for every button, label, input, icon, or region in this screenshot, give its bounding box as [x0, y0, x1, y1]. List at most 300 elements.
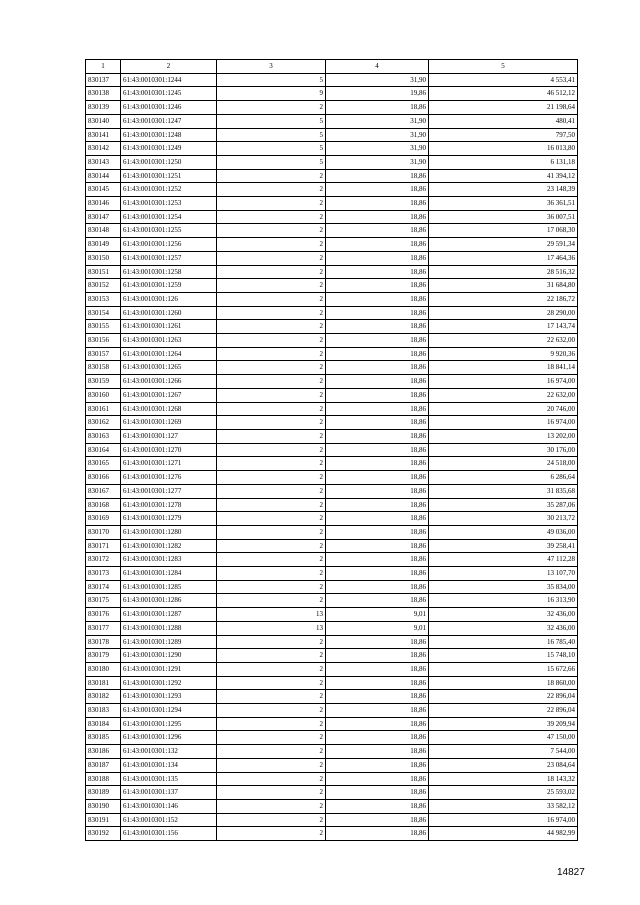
- table-row: [86, 155, 578, 169]
- table-cell-col-5: 32 436,00: [429, 621, 578, 635]
- table-cell-col-2: 61:43:0010301:1296: [121, 731, 217, 745]
- table-cell-col-5: 16 785,40: [429, 635, 578, 649]
- table-cell-col-5: 23 148,39: [429, 183, 578, 197]
- table-cell-col-2: 61:43:0010301:1277: [121, 484, 217, 498]
- table-cell-col-1: 830155: [86, 320, 121, 334]
- table-row: [86, 429, 578, 443]
- table-cell-col-3: 5: [217, 128, 326, 142]
- table-row: [86, 635, 578, 649]
- table-cell-col-1: 830140: [86, 114, 121, 128]
- table-cell-col-4: 18,86: [326, 429, 429, 443]
- table-cell-col-4: 18,86: [326, 731, 429, 745]
- table-cell-col-3: 2: [217, 265, 326, 279]
- table-cell-col-5: 29 591,34: [429, 238, 578, 252]
- page-number: 14827: [557, 867, 585, 878]
- table-cell-col-1: 830191: [86, 813, 121, 827]
- table-cell-col-4: 18,86: [326, 265, 429, 279]
- table-cell-col-5: 18 841,14: [429, 361, 578, 375]
- table-cell-col-3: 2: [217, 635, 326, 649]
- table-cell-col-4: 19,86: [326, 87, 429, 101]
- table-row: [86, 649, 578, 663]
- table-cell-col-4: 18,86: [326, 649, 429, 663]
- table-cell-col-3: 2: [217, 197, 326, 211]
- table-row: [86, 73, 578, 87]
- table-cell-col-1: 830170: [86, 525, 121, 539]
- table-cell-col-5: 30 176,00: [429, 443, 578, 457]
- table-cell-col-5: 16 974,00: [429, 813, 578, 827]
- table-cell-col-1: 830164: [86, 443, 121, 457]
- table-cell-col-2: 61:43:0010301:1279: [121, 512, 217, 526]
- table-row: [86, 539, 578, 553]
- table-cell-col-4: 31,90: [326, 155, 429, 169]
- table-row: [86, 799, 578, 813]
- column-header-1: 1: [86, 60, 121, 74]
- table-cell-col-3: 2: [217, 320, 326, 334]
- table-cell-col-4: 18,86: [326, 320, 429, 334]
- table-cell-col-3: 2: [217, 580, 326, 594]
- table-cell-col-5: 31 684,80: [429, 279, 578, 293]
- table-cell-col-4: 18,86: [326, 758, 429, 772]
- table-cell-col-1: 830173: [86, 567, 121, 581]
- table-cell-col-1: 830174: [86, 580, 121, 594]
- table-row: [86, 443, 578, 457]
- table-cell-col-5: 39 209,94: [429, 717, 578, 731]
- table-row: [86, 402, 578, 416]
- table-cell-col-3: 2: [217, 210, 326, 224]
- table-cell-col-5: 33 582,12: [429, 799, 578, 813]
- table-cell-col-2: 61:43:0010301:1276: [121, 471, 217, 485]
- table-body: [86, 73, 578, 840]
- table-cell-col-1: 830146: [86, 197, 121, 211]
- table-cell-col-3: 2: [217, 238, 326, 252]
- table-cell-col-2: 61:43:0010301:1271: [121, 457, 217, 471]
- table-cell-col-1: 830162: [86, 416, 121, 430]
- table-cell-col-2: 61:43:0010301:1249: [121, 142, 217, 156]
- table-row: [86, 101, 578, 115]
- table-cell-col-5: 480,41: [429, 114, 578, 128]
- table-cell-col-1: 830190: [86, 799, 121, 813]
- table-cell-col-4: 18,86: [326, 567, 429, 581]
- table-cell-col-3: 5: [217, 142, 326, 156]
- table-cell-col-4: 18,86: [326, 690, 429, 704]
- table-cell-col-4: 18,86: [326, 512, 429, 526]
- table-cell-col-4: 18,86: [326, 484, 429, 498]
- table-cell-col-3: 2: [217, 429, 326, 443]
- table-cell-col-4: 18,86: [326, 402, 429, 416]
- table-cell-col-5: 22 632,00: [429, 334, 578, 348]
- table-cell-col-4: 9,01: [326, 621, 429, 635]
- table-row: [86, 484, 578, 498]
- table-row: [86, 704, 578, 718]
- table-cell-col-1: 830158: [86, 361, 121, 375]
- table-cell-col-3: 2: [217, 361, 326, 375]
- table-cell-col-3: 2: [217, 662, 326, 676]
- table-cell-col-5: 9 920,36: [429, 347, 578, 361]
- table-row: [86, 265, 578, 279]
- table-row: [86, 238, 578, 252]
- table-row: [86, 334, 578, 348]
- table-row: [86, 292, 578, 306]
- table-cell-col-1: 830161: [86, 402, 121, 416]
- table-cell-col-2: 61:43:0010301:1250: [121, 155, 217, 169]
- table-cell-col-2: 61:43:0010301:1295: [121, 717, 217, 731]
- table-cell-col-4: 18,86: [326, 539, 429, 553]
- table-cell-col-1: 830152: [86, 279, 121, 293]
- table-cell-col-2: 61:43:0010301:126: [121, 292, 217, 306]
- table-cell-col-5: 797,50: [429, 128, 578, 142]
- table-cell-col-3: 2: [217, 279, 326, 293]
- table-cell-col-5: 35 834,00: [429, 580, 578, 594]
- table-cell-col-1: 830147: [86, 210, 121, 224]
- table-cell-col-4: 18,86: [326, 388, 429, 402]
- table-cell-col-4: 18,86: [326, 704, 429, 718]
- table-cell-col-4: 18,86: [326, 772, 429, 786]
- table-row: [86, 745, 578, 759]
- table-cell-col-3: 2: [217, 512, 326, 526]
- table-cell-col-2: 61:43:0010301:1255: [121, 224, 217, 238]
- table-cell-col-4: 18,86: [326, 197, 429, 211]
- table-row: [86, 567, 578, 581]
- table-cell-col-3: 2: [217, 772, 326, 786]
- table-cell-col-1: 830178: [86, 635, 121, 649]
- table-cell-col-3: 2: [217, 525, 326, 539]
- table-cell-col-4: 18,86: [326, 443, 429, 457]
- table-cell-col-5: 18 860,00: [429, 676, 578, 690]
- table-cell-col-3: 2: [217, 690, 326, 704]
- table-cell-col-5: 36 361,51: [429, 197, 578, 211]
- table-cell-col-2: 61:43:0010301:1292: [121, 676, 217, 690]
- table-cell-col-3: 2: [217, 375, 326, 389]
- table-row: [86, 251, 578, 265]
- table-cell-col-4: 18,86: [326, 416, 429, 430]
- table-cell-col-5: 6 286,64: [429, 471, 578, 485]
- table-cell-col-1: 830181: [86, 676, 121, 690]
- table-cell-col-2: 61:43:0010301:1283: [121, 553, 217, 567]
- table-cell-col-2: 61:43:0010301:1252: [121, 183, 217, 197]
- table-cell-col-5: 22 896,04: [429, 704, 578, 718]
- table-row: [86, 813, 578, 827]
- table-cell-col-3: 5: [217, 155, 326, 169]
- table-cell-col-1: 830137: [86, 73, 121, 87]
- table-cell-col-3: 2: [217, 388, 326, 402]
- table-cell-col-4: 18,86: [326, 525, 429, 539]
- table-row: [86, 525, 578, 539]
- table-row: [86, 87, 578, 101]
- table-cell-col-3: 2: [217, 347, 326, 361]
- table-cell-col-3: 2: [217, 457, 326, 471]
- table-row: [86, 320, 578, 334]
- table-cell-col-4: 18,86: [326, 498, 429, 512]
- table-cell-col-4: 18,86: [326, 210, 429, 224]
- table-row: [86, 471, 578, 485]
- table-cell-col-2: 61:43:0010301:1266: [121, 375, 217, 389]
- table-cell-col-3: 5: [217, 114, 326, 128]
- table-cell-col-2: 61:43:0010301:1287: [121, 608, 217, 622]
- table-cell-col-2: 61:43:0010301:127: [121, 429, 217, 443]
- table-cell-col-1: 830148: [86, 224, 121, 238]
- table-cell-col-1: 830186: [86, 745, 121, 759]
- table-cell-col-3: 13: [217, 608, 326, 622]
- table-cell-col-2: 61:43:0010301:1284: [121, 567, 217, 581]
- table-row: [86, 361, 578, 375]
- table-cell-col-4: 18,86: [326, 594, 429, 608]
- table-row: [86, 553, 578, 567]
- table-cell-col-5: 13 202,00: [429, 429, 578, 443]
- table-cell-col-3: 9: [217, 87, 326, 101]
- table-cell-col-4: 18,86: [326, 580, 429, 594]
- table-cell-col-4: 18,86: [326, 717, 429, 731]
- table-cell-col-4: 31,90: [326, 142, 429, 156]
- table-cell-col-1: 830138: [86, 87, 121, 101]
- table-cell-col-2: 61:43:0010301:1246: [121, 101, 217, 115]
- table-cell-col-4: 18,86: [326, 457, 429, 471]
- table-row: [86, 512, 578, 526]
- table-cell-col-4: 18,86: [326, 101, 429, 115]
- table-cell-col-1: 830153: [86, 292, 121, 306]
- table-cell-col-3: 2: [217, 799, 326, 813]
- table-cell-col-1: 830187: [86, 758, 121, 772]
- table-cell-col-1: 830141: [86, 128, 121, 142]
- table-cell-col-1: 830157: [86, 347, 121, 361]
- table-cell-col-1: 830188: [86, 772, 121, 786]
- table-cell-col-5: 44 982,99: [429, 827, 578, 841]
- table-row: [86, 114, 578, 128]
- table-cell-col-3: 2: [217, 306, 326, 320]
- table-row: [86, 498, 578, 512]
- table-cell-col-4: 18,86: [326, 224, 429, 238]
- table-cell-col-2: 61:43:0010301:1269: [121, 416, 217, 430]
- table-cell-col-5: 17 464,36: [429, 251, 578, 265]
- table-cell-col-2: 61:43:0010301:1244: [121, 73, 217, 87]
- table-cell-col-4: 18,86: [326, 662, 429, 676]
- table-cell-col-4: 9,01: [326, 608, 429, 622]
- table-cell-col-1: 830167: [86, 484, 121, 498]
- table-cell-col-3: 2: [217, 758, 326, 772]
- table-cell-col-5: 6 131,18: [429, 155, 578, 169]
- table-cell-col-5: 46 512,12: [429, 87, 578, 101]
- table-row: [86, 347, 578, 361]
- table-cell-col-3: 2: [217, 292, 326, 306]
- table-cell-col-2: 61:43:0010301:156: [121, 827, 217, 841]
- table-cell-col-3: 2: [217, 594, 326, 608]
- table-cell-col-2: 61:43:0010301:1289: [121, 635, 217, 649]
- table-cell-col-4: 31,90: [326, 114, 429, 128]
- table-cell-col-1: 830165: [86, 457, 121, 471]
- column-header-4: 4: [326, 60, 429, 74]
- table-cell-col-3: 2: [217, 183, 326, 197]
- table-cell-col-5: 35 287,06: [429, 498, 578, 512]
- table-row: [86, 772, 578, 786]
- table-cell-col-3: 2: [217, 567, 326, 581]
- table-cell-col-2: 61:43:0010301:1247: [121, 114, 217, 128]
- table-cell-col-3: 2: [217, 745, 326, 759]
- table-cell-col-2: 61:43:0010301:1256: [121, 238, 217, 252]
- table-cell-col-3: 2: [217, 704, 326, 718]
- table-cell-col-1: 830183: [86, 704, 121, 718]
- table-cell-col-5: 15 748,10: [429, 649, 578, 663]
- table-cell-col-2: 61:43:0010301:1257: [121, 251, 217, 265]
- table-row: [86, 142, 578, 156]
- table-row: [86, 594, 578, 608]
- table-cell-col-5: 25 593,02: [429, 786, 578, 800]
- table-cell-col-3: 13: [217, 621, 326, 635]
- table-row: [86, 786, 578, 800]
- table-cell-col-5: 18 143,32: [429, 772, 578, 786]
- table-row: [86, 197, 578, 211]
- table-row: [86, 580, 578, 594]
- table-cell-col-2: 61:43:0010301:1285: [121, 580, 217, 594]
- table-cell-col-3: 2: [217, 676, 326, 690]
- table-cell-col-2: 61:43:0010301:1288: [121, 621, 217, 635]
- table-cell-col-1: 830159: [86, 375, 121, 389]
- table-cell-col-1: 830156: [86, 334, 121, 348]
- table-row: [86, 827, 578, 841]
- table-cell-col-2: 61:43:0010301:1259: [121, 279, 217, 293]
- table-cell-col-2: 61:43:0010301:135: [121, 772, 217, 786]
- column-header-3: 3: [217, 60, 326, 74]
- table-row: [86, 621, 578, 635]
- table-cell-col-2: 61:43:0010301:1258: [121, 265, 217, 279]
- table-cell-col-2: 61:43:0010301:1260: [121, 306, 217, 320]
- table-cell-col-2: 61:43:0010301:1251: [121, 169, 217, 183]
- table-cell-col-1: 830184: [86, 717, 121, 731]
- table-cell-col-3: 2: [217, 484, 326, 498]
- table-cell-col-3: 2: [217, 731, 326, 745]
- table-cell-col-4: 18,86: [326, 375, 429, 389]
- table-cell-col-3: 2: [217, 786, 326, 800]
- table-cell-col-5: 22 632,00: [429, 388, 578, 402]
- table-cell-col-2: 61:43:0010301:146: [121, 799, 217, 813]
- table-cell-col-4: 18,86: [326, 306, 429, 320]
- table-cell-col-3: 2: [217, 416, 326, 430]
- table-cell-col-4: 18,86: [326, 813, 429, 827]
- table-cell-col-2: 61:43:0010301:134: [121, 758, 217, 772]
- table-cell-col-4: 31,90: [326, 73, 429, 87]
- table-cell-col-1: 830145: [86, 183, 121, 197]
- table-cell-col-5: 7 544,00: [429, 745, 578, 759]
- table-row: [86, 690, 578, 704]
- table-cell-col-5: 4 553,41: [429, 73, 578, 87]
- table-cell-col-1: 830150: [86, 251, 121, 265]
- table-cell-col-5: 16 974,00: [429, 416, 578, 430]
- table-cell-col-4: 18,86: [326, 471, 429, 485]
- table-cell-col-4: 18,86: [326, 635, 429, 649]
- table-row: [86, 279, 578, 293]
- table-cell-col-3: 2: [217, 649, 326, 663]
- table-cell-col-2: 61:43:0010301:1267: [121, 388, 217, 402]
- table-cell-col-3: 2: [217, 471, 326, 485]
- table-cell-col-3: 2: [217, 717, 326, 731]
- table-cell-col-5: 20 746,00: [429, 402, 578, 416]
- table-cell-col-3: 2: [217, 553, 326, 567]
- table-row: [86, 731, 578, 745]
- table-cell-col-2: 61:43:0010301:1261: [121, 320, 217, 334]
- table-cell-col-4: 18,86: [326, 827, 429, 841]
- table-cell-col-5: 47 150,00: [429, 731, 578, 745]
- table-cell-col-2: 61:43:0010301:1254: [121, 210, 217, 224]
- table-row: [86, 676, 578, 690]
- table-cell-col-2: 61:43:0010301:1294: [121, 704, 217, 718]
- table-cell-col-2: 61:43:0010301:1264: [121, 347, 217, 361]
- table-cell-col-3: 2: [217, 169, 326, 183]
- table-cell-col-1: 830192: [86, 827, 121, 841]
- data-table: [85, 59, 578, 841]
- table-cell-col-3: 5: [217, 73, 326, 87]
- table-cell-col-2: 61:43:0010301:1280: [121, 525, 217, 539]
- table-cell-col-2: 61:43:0010301:1278: [121, 498, 217, 512]
- table-cell-col-4: 18,86: [326, 361, 429, 375]
- table-cell-col-1: 830180: [86, 662, 121, 676]
- table-cell-col-5: 22 186,72: [429, 292, 578, 306]
- table-cell-col-5: 28 290,00: [429, 306, 578, 320]
- table-cell-col-1: 830176: [86, 608, 121, 622]
- table-cell-col-2: 61:43:0010301:1245: [121, 87, 217, 101]
- table-cell-col-5: 32 436,00: [429, 608, 578, 622]
- table-cell-col-5: 36 007,51: [429, 210, 578, 224]
- column-header-2: 2: [121, 60, 217, 74]
- table-cell-col-1: 830172: [86, 553, 121, 567]
- table-row: [86, 128, 578, 142]
- table-cell-col-5: 24 518,00: [429, 457, 578, 471]
- table-cell-col-2: 61:43:0010301:1290: [121, 649, 217, 663]
- table-cell-col-5: 16 013,80: [429, 142, 578, 156]
- table-cell-col-3: 2: [217, 251, 326, 265]
- table-cell-col-3: 2: [217, 498, 326, 512]
- table-row: [86, 224, 578, 238]
- table-cell-col-1: 830144: [86, 169, 121, 183]
- table-cell-col-4: 18,86: [326, 745, 429, 759]
- table-cell-col-4: 18,86: [326, 279, 429, 293]
- table-cell-col-1: 830179: [86, 649, 121, 663]
- table-cell-col-1: 830189: [86, 786, 121, 800]
- table-cell-col-3: 2: [217, 813, 326, 827]
- table-cell-col-4: 18,86: [326, 676, 429, 690]
- table-row: [86, 306, 578, 320]
- table-cell-col-3: 2: [217, 539, 326, 553]
- table-cell-col-1: 830182: [86, 690, 121, 704]
- table-cell-col-5: 16 974,00: [429, 375, 578, 389]
- table-cell-col-4: 18,86: [326, 553, 429, 567]
- table-cell-col-4: 18,86: [326, 334, 429, 348]
- table-cell-col-1: 830143: [86, 155, 121, 169]
- table-cell-col-5: 15 672,66: [429, 662, 578, 676]
- table-cell-col-5: 28 516,32: [429, 265, 578, 279]
- table-cell-col-2: 61:43:0010301:1263: [121, 334, 217, 348]
- table-cell-col-1: 830171: [86, 539, 121, 553]
- table-cell-col-2: 61:43:0010301:1268: [121, 402, 217, 416]
- table-cell-col-5: 22 896,04: [429, 690, 578, 704]
- table-cell-col-5: 41 394,12: [429, 169, 578, 183]
- table-cell-col-5: 21 198,64: [429, 101, 578, 115]
- table-cell-col-5: 31 835,68: [429, 484, 578, 498]
- table-cell-col-5: 17 068,30: [429, 224, 578, 238]
- table-cell-col-3: 2: [217, 101, 326, 115]
- column-header-5: 5: [429, 60, 578, 74]
- table-cell-col-1: 830151: [86, 265, 121, 279]
- table-cell-col-2: 61:43:0010301:132: [121, 745, 217, 759]
- table-cell-col-1: 830166: [86, 471, 121, 485]
- table-row: [86, 416, 578, 430]
- table-cell-col-5: 17 143,74: [429, 320, 578, 334]
- table-cell-col-5: 49 036,00: [429, 525, 578, 539]
- table-cell-col-3: 2: [217, 224, 326, 238]
- table-cell-col-5: 13 107,70: [429, 567, 578, 581]
- table-cell-col-5: 16 313,90: [429, 594, 578, 608]
- table-row: [86, 169, 578, 183]
- table-row: [86, 717, 578, 731]
- table-cell-col-1: 830185: [86, 731, 121, 745]
- table-cell-col-2: 61:43:0010301:1282: [121, 539, 217, 553]
